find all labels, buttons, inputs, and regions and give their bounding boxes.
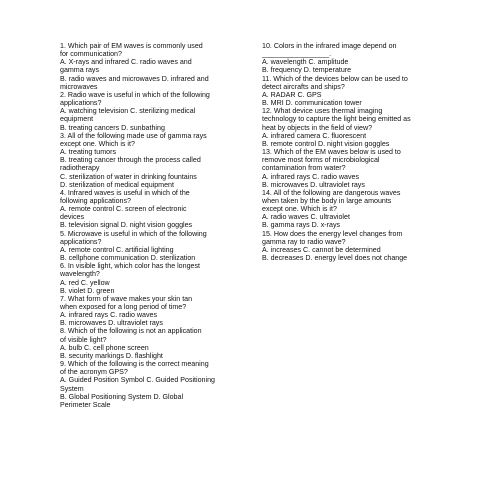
right-line: remove most forms of microbiological (262, 156, 380, 165)
left-line: 4. Infrared waves is useful in which of the (60, 188, 190, 197)
left-line: wavelength? (60, 270, 100, 279)
right-line: 14. All of the following are dangerous waves (262, 188, 401, 197)
right-line: B. MRI D. communication tower (262, 99, 362, 108)
left-line: 1. Which pair of EM waves is commonly used (60, 42, 203, 50)
left-line: B. television signal D. night vision goggles (60, 221, 193, 230)
left-line: B. microwaves D. ultraviolet rays (60, 319, 163, 328)
left-line: System (60, 384, 84, 393)
left-line: Perimeter Scale (60, 400, 111, 409)
right-line: B. microwaves D. ultraviolet rays (262, 180, 365, 189)
left-line: except one. Which is it? (60, 139, 135, 148)
left-line: equipment (60, 115, 94, 124)
right-line: 15. How does the energy level changes from (262, 229, 403, 238)
right-line: B. gamma rays D. x-rays (262, 221, 341, 230)
left-line: A. watching television C. sterilizing medical (60, 107, 196, 116)
right-line: technology to capture the light being emitted as (262, 115, 411, 124)
left-line: 7. What form of wave makes your skin tan (60, 294, 193, 303)
left-line: A. red C. yellow (60, 278, 110, 287)
right-line: A. RADAR C. GPS (262, 90, 322, 99)
right-line: 12. What device uses thermal imaging (262, 107, 383, 116)
right-line: B. frequency D. temperature (262, 66, 352, 75)
left-line: D. sterilization of medical equipment (60, 180, 174, 189)
right-line: gamma ray to radio wave? (262, 237, 346, 246)
right-line: A. infrared rays C. radio waves (262, 172, 359, 181)
right-line: when taken by the body in large amounts (262, 196, 392, 205)
right-line: 11. Which of the devices below can be used to (262, 74, 408, 83)
left-line: B. treating cancer through the process called (60, 156, 201, 165)
right-line: B. decreases D. energy level does not change (262, 254, 408, 263)
left-line: 8. Which of the following is not an application (60, 327, 202, 336)
right-line: B. remote control D. night vision goggles (262, 139, 390, 148)
left-line: gamma rays (60, 66, 100, 75)
right-line: A. infrared camera C. fluorescent (262, 131, 367, 140)
left-line: of the acronym GPS? (60, 368, 128, 377)
right-line: A. wavelength C. amplitude (262, 58, 349, 67)
left-question-column (60, 42, 250, 409)
left-line: 2. Radio wave is useful in which of the following (60, 90, 210, 99)
left-line: B. Global Positioning System D. Global (60, 392, 184, 401)
left-line: B. violet D. green (60, 286, 115, 295)
right-line: detect aircrafts and ships? (262, 82, 345, 91)
left-line: B. treating cancers D. sunbathing (60, 123, 165, 132)
right-line: A. radio waves C. ultraviolet (262, 213, 350, 222)
right-line: heat by objects in the field of view? (262, 123, 373, 132)
left-line: A. treating tumors (60, 148, 116, 157)
left-line: following applications? (60, 196, 131, 205)
left-line: devices (60, 213, 85, 222)
left-line: A. remote control C. artificial lighting (60, 245, 174, 254)
left-line: applications? (60, 99, 102, 108)
left-line: microwaves (60, 82, 98, 91)
left-line: radiotherapy (60, 164, 100, 173)
left-line: A. remote control C. screen of electronic (60, 205, 187, 214)
left-line: 5. Microwave is useful in which of the following (60, 229, 207, 238)
left-line: of visible light? (60, 335, 107, 344)
left-line: for communication? (60, 50, 122, 59)
left-line: B. cellphone communication D. sterilization (60, 254, 196, 263)
left-line: C. sterilization of water in drinking fountains (60, 172, 197, 181)
left-line: A. bulb C. cell phone screen (60, 343, 149, 352)
right-line: 13. Which of the EM waves below is used to (262, 148, 401, 157)
left-line: when exposed for a long period of time? (60, 303, 187, 311)
left-line: 9. Which of the following is the correct meaning (60, 360, 209, 369)
left-line: A. infrared rays C. radio waves (60, 311, 157, 320)
left-line: A. X-rays and infrared C. radio waves and (60, 58, 192, 67)
left-line: 3. All of the following made use of gamma rays (60, 131, 207, 140)
right-line: A. increases C. cannot be determined (262, 245, 381, 254)
left-line: A. Guided Position Symbol C. Guided Positioning (60, 376, 215, 385)
left-line: B. radio waves and microwaves D. infrared and (60, 74, 209, 83)
left-line: B. security markings D. flashlight (60, 351, 163, 360)
right-line: 10. Colors in the infrared image depend on (262, 42, 397, 50)
right-line: contamination from water? (262, 164, 346, 173)
right-line: _________________. (262, 50, 332, 59)
left-line: applications? (60, 237, 102, 246)
left-line: 6. In visible light, which color has the longest (60, 262, 200, 271)
right-line: except one. Which is it? (262, 205, 337, 214)
right-question-column (262, 42, 452, 262)
